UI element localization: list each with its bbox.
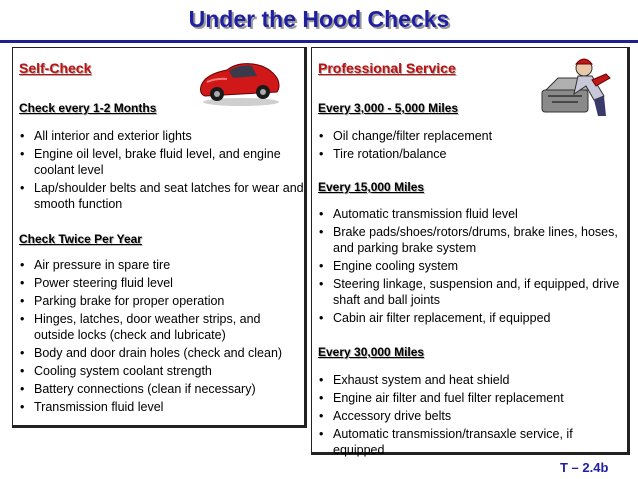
page-title: Under the Hood Checks	[188, 6, 450, 32]
list-item: • Brake pads/shoes/rotors/drums, brake lines, hoses, and parking brake system	[318, 224, 627, 256]
list-item: • Accessory drive belts	[318, 408, 627, 424]
list-item: • Body and door drain holes (check and clean)	[19, 345, 304, 361]
list-item: • Cooling system coolant strength	[19, 363, 304, 379]
list-item: • Automatic transmission fluid level	[318, 206, 627, 222]
list-item: • All interior and exterior lights	[19, 128, 304, 144]
pro-service-list-3	[318, 372, 627, 460]
list-item: • Exhaust system and heat shield	[318, 372, 627, 388]
self-check-heading: Self-Check	[19, 60, 92, 76]
professional-service-heading: Professional Service	[318, 60, 456, 76]
pro-service-list-1	[318, 128, 492, 164]
mechanic-working-icon	[534, 50, 620, 120]
list-item: • Battery connections (clean if necessary)	[19, 381, 304, 397]
self-check-section-label-1: Check every 1-2 Months	[19, 101, 157, 115]
pro-service-section-label-3: Every 30,000 Miles	[318, 345, 425, 359]
list-item: • Automatic transmission/transaxle service, if equipped	[318, 426, 627, 458]
list-item: • Tire rotation/balance	[318, 146, 492, 162]
self-check-section-label-2: Check Twice Per Year	[19, 232, 142, 246]
list-item: • Air pressure in spare tire	[19, 257, 304, 273]
pro-service-section-label-1: Every 3,000 - 5,000 Miles	[318, 101, 459, 115]
list-item: • Parking brake for proper operation	[19, 293, 304, 309]
list-item: • Steering linkage, suspension and, if equipped, drive shaft and ball joints	[318, 276, 627, 308]
list-item: • Engine air filter and fuel filter replacement	[318, 390, 627, 406]
list-item: • Engine oil level, brake fluid level, and engine coolant level	[19, 146, 304, 178]
red-sports-car-icon	[197, 52, 283, 108]
list-item: • Oil change/filter replacement	[318, 128, 492, 144]
self-check-list-1	[19, 128, 304, 214]
list-item: • Lap/shoulder belts and seat latches for wear and smooth function	[19, 180, 304, 212]
self-check-panel	[12, 47, 307, 428]
list-item: • Power steering fluid level	[19, 275, 304, 291]
pro-service-list-2	[318, 206, 627, 328]
title-divider	[0, 40, 638, 43]
list-item: • Hinges, latches, door weather strips, and outside locks (check and lubricate)	[19, 311, 304, 343]
list-item: • Transmission fluid level	[19, 399, 304, 415]
pro-service-section-label-2: Every 15,000 Miles	[318, 180, 425, 194]
self-check-list-2	[19, 257, 304, 417]
professional-service-panel	[311, 47, 630, 455]
list-item: • Engine cooling system	[318, 258, 627, 274]
list-item: • Cabin air filter replacement, if equipped	[318, 310, 627, 326]
slide-number: T – 2.4b	[560, 460, 609, 475]
